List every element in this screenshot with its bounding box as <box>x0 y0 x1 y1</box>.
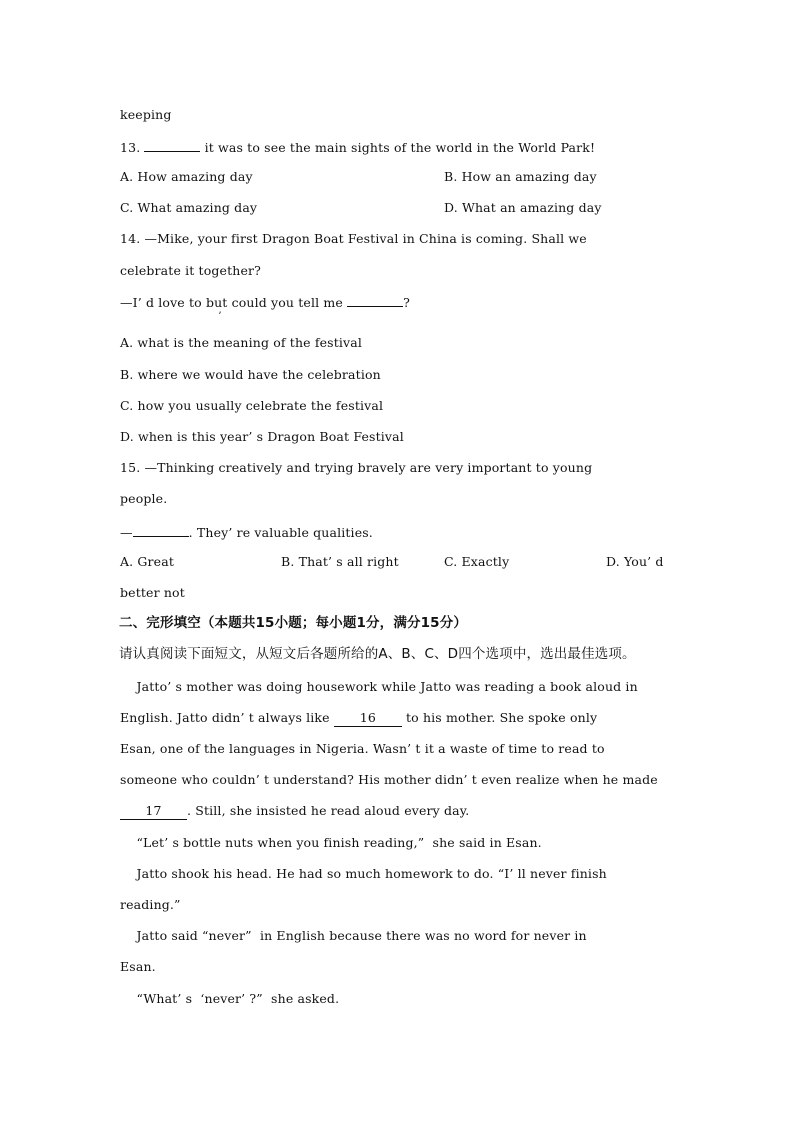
passage-paragraph-5: “What’ s ‘never’ ?” she asked. <box>120 991 340 1006</box>
passage-line-1: Jatto’ s mother was doing housework while Jatto was reading a book aloud in <box>120 679 638 694</box>
passage-paragraph-3-line-2: reading.” <box>120 897 181 912</box>
question-15-line-2: people. <box>120 491 168 506</box>
section-heading: 二、完形填空（本题共15小题；每小题1分，满分15分） <box>119 615 468 631</box>
answer-blank-13 <box>144 138 200 152</box>
question-15-dash: — <box>120 525 133 540</box>
question-14-line-2: celebrate it together? <box>120 263 262 278</box>
question-13-option-b: B. How an amazing day <box>444 169 597 184</box>
question-13-stem <box>120 138 595 156</box>
stray-comma-mark: ʼ <box>218 311 222 322</box>
question-15-line-1: 15. —Thinking creatively and trying bravely are very important to young <box>120 460 593 475</box>
passage-line-4: someone who couldn’ t understand? His mother didn’ t even realize when he made <box>120 772 658 787</box>
question-14-option-d: D. when is this year’ s Dragon Boat Festival <box>120 429 404 444</box>
question-15-option-c: C. Exactly <box>444 554 510 569</box>
section-instruction: 请认真阅读下面短文，从短文后各题所给的A、B、C、D四个选项中，选出最佳选项。 <box>119 646 636 662</box>
passage-line-2-end: to his mother. She spoke only <box>401 710 598 725</box>
passage-line-3: Esan, one of the languages in Nigeria. Wasn’ t it a waste of time to read to <box>120 741 605 756</box>
question-15-option-b: B. That’ s all right <box>281 554 399 569</box>
passage-paragraph-3-line-1: Jatto shook his head. He had so much homework to do. “I’ ll never finish <box>120 866 607 881</box>
question-14-reply-middle: but could you tell me <box>201 295 348 310</box>
answer-blank-17: 17 <box>120 803 187 820</box>
question-15-line-3 <box>120 523 373 541</box>
question-13-option-c: C. What amazing day <box>120 200 258 215</box>
question-14-line-3 <box>120 293 410 311</box>
question-14-option-a: A. what is the meaning of the festival <box>120 335 363 350</box>
question-14-reply-end: ? <box>403 295 410 310</box>
passage-line-2 <box>120 710 597 727</box>
previous-option-tail: keeping <box>120 107 172 122</box>
question-13-option-d: D. What an amazing day <box>444 200 602 215</box>
question-15-option-d-continued: better not <box>120 585 185 600</box>
passage-line-5-end: . Still, she insisted he read aloud every day. <box>187 803 470 818</box>
question-13-number: 13. <box>120 140 141 155</box>
passage-line-5 <box>120 803 469 820</box>
passage-paragraph-2: “Let’ s bottle nuts when you finish reading,” she said in Esan. <box>120 835 542 850</box>
question-15-option-d: D. You’ d <box>606 554 664 569</box>
passage-line-2-start: English. Jatto didn’ t always like <box>120 710 334 725</box>
passage-paragraph-4-line-1: Jatto said “never” in English because there was no word for never in <box>120 928 587 943</box>
question-13-option-a: A. How amazing day <box>120 169 253 184</box>
question-15-option-a: A. Great <box>120 554 175 569</box>
question-14-option-c: C. how you usually celebrate the festival <box>120 398 384 413</box>
question-14-option-b: B. where we would have the celebration <box>120 367 381 382</box>
passage-paragraph-4-line-2: Esan. <box>120 959 156 974</box>
question-13-text: it was to see the main sights of the world in the World Park! <box>200 140 596 155</box>
answer-blank-15 <box>133 523 189 537</box>
answer-blank-14 <box>347 293 403 307</box>
question-15-reply: . They’ re valuable qualities. <box>188 525 373 540</box>
answer-blank-16: 16 <box>334 710 402 727</box>
question-14-reply-start: —I’ d love to <box>120 295 202 310</box>
question-14-line-1: 14. —Mike, your first Dragon Boat Festival in China is coming. Shall we <box>120 231 587 246</box>
